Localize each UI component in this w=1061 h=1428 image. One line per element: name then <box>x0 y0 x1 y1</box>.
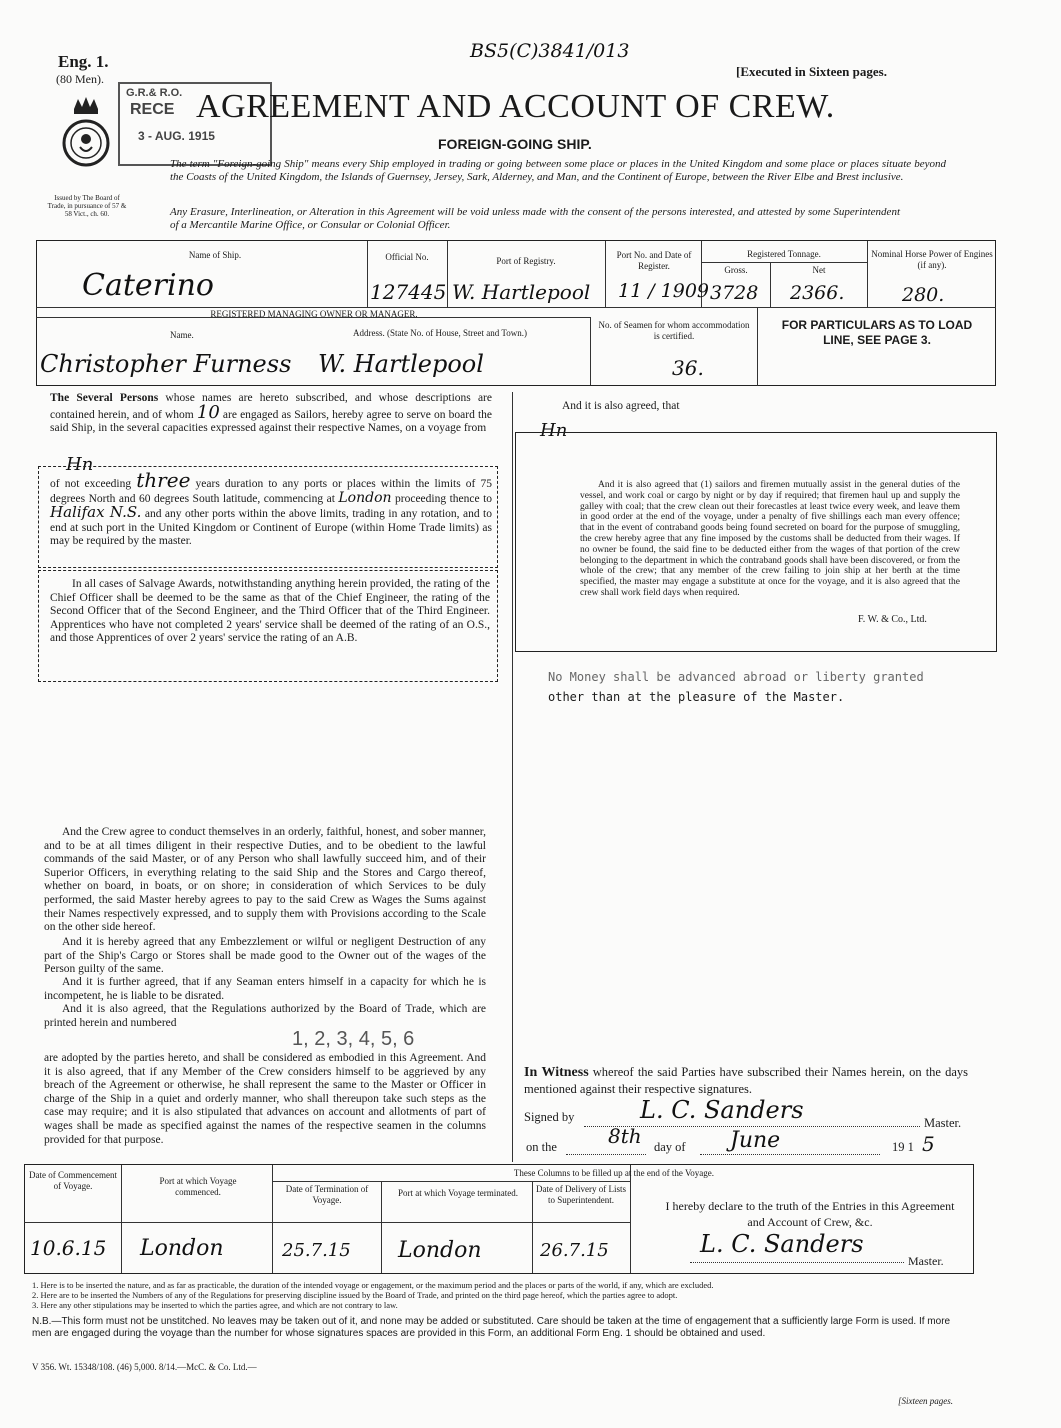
embezzlement-paragraph: And it is hereby agreed that any Embezzlement or wilful or negligent Destruction of any part of the Ship's Cargo or Stores shall be made good to the Owner out of the wages of the Person guilty of the same. <box>44 936 486 976</box>
port-registry-value: W. Hartlepool <box>452 280 591 304</box>
sixteen-pages-note: [Sixteen pages. <box>898 1396 953 1406</box>
stamp-date: 3 - AUG. 1915 <box>138 129 215 143</box>
delivery-date-value: 26.7.15 <box>540 1240 609 1261</box>
load-line-note: FOR PARTICULARS AS TO LOAD LINE, SEE PAGE 3. <box>781 318 973 347</box>
signed-by-label: Signed by <box>524 1110 575 1124</box>
header-horse-power: Nominal Horse Power of Engines (if any). <box>871 249 993 270</box>
ship-name-value: Caterino <box>82 268 214 303</box>
form-men: (80 Men). <box>56 72 104 86</box>
owner-name-value: Christopher Furness <box>40 350 292 378</box>
start-port-fill: London <box>338 489 392 506</box>
header-net: Net <box>812 265 826 275</box>
term-date-value: 25.7.15 <box>282 1240 351 1261</box>
document-title: AGREEMENT AND ACCOUNT OF CREW. <box>196 88 835 125</box>
regulations-paragraph: And it is also agreed, that the Regulations authorized by the Board of Trade, which are printed herein and numbered <box>44 1003 486 1029</box>
also-agreed-fill: Hn <box>540 420 568 441</box>
sailors-count: 10 <box>196 401 220 423</box>
on-the-label: on the <box>526 1140 557 1154</box>
header-tonnage: Registered Tonnage. <box>747 249 821 259</box>
declaration-master-label: Master. <box>908 1254 944 1268</box>
several-persons-paragraph: The Several Persons whose names are hereto subscribed, and whose descriptions are contained herein, and of whom 10 are engaged as Sailors, hereby agree to serve on board the said Ship, in the several capacities expressed against their respective Names, on a voyage from <box>50 392 493 435</box>
header-owner-address: Address. (State No. of House, Street and Town.) <box>353 328 527 338</box>
crew-conduct-paragraph: And the Crew agree to conduct themselves in an orderly, faithful, honest, and sober manner, and to be at all times diligent in their respective Duties, and to be obedient to the lawful commands of the said Master, or of any Person who shall lawfully succeed him, and of their Superior Officers, in everything relating to the said Ship and the Stores and Cargo thereof, whether on board, in boats, or on shore; in consideration of which Services to be duly performed, the said Master hereby agrees to pay to the said Crew as Wages the Sums against their Names respectively expressed, and to supply them with Provisions according to the Scale on the other side hereof. <box>44 826 486 934</box>
port-no-value: 11 / 1909 <box>618 280 710 302</box>
grievance-paragraph: are adopted by the parties hereto, and shall be considered as embodied in this Agreement. And it is also agreed, that if any Member of the Crew considers himself to be aggrieved by any breach of the Agreement or otherwise, he shall represent the same to the Master or Officer in charge of the Ship in a quiet and orderly manner, who shall thereupon take such steps as the case may require; and it is also stipulated that advances on account and allotments of part of wages shall be made as specified against the names of the respective seamen in the columns provided for that purpose. <box>44 1052 486 1146</box>
disrating-paragraph: And it is further agreed, that if any Seaman enters himself in a capacity for which he is incompetent, he is liable to be disrated. <box>44 976 486 1002</box>
footnote-3: 3. Here any other stipulations may be inserted to which the parties agree, and which are not contrary to law. <box>32 1300 398 1310</box>
header-port-no: Port No. and Date of Register. <box>616 250 692 271</box>
horse-power-value: 280. <box>902 284 945 306</box>
footnote-2: 2. Here are to be inserted the Numbers of any of the Regulations for preserving discipline issued by the Board of Trade, and printed on the third page hereof, which the parties agree to adopt. <box>32 1290 678 1300</box>
footnote-1: 1. Here is to be inserted the nature, and as far as practicable, the duration of the intended voyage or engagement, or the maximum period and the places or parts of the world, if any, which are excluded. <box>32 1280 714 1290</box>
header-term-port: Port at which Voyage terminated. <box>398 1188 518 1198</box>
erasure-warning: Any Erasure, Interlineation, or Alteration in this Agreement will be void unless made with the consent of the persons interested, and attested by some Superintendent of a Mercantile Marine Office, or Consular or Colonial Officer. <box>170 206 900 231</box>
executed-note: [Executed in Sixteen pages. <box>736 64 887 79</box>
header-gross: Gross. <box>724 265 748 275</box>
master-signature: L. C. Sanders <box>640 1096 804 1124</box>
header-owner: REGISTERED MANAGING OWNER OR MANAGER. <box>210 309 418 319</box>
foreign-going-definition: The term "Foreign-going Ship" means every Ship employed in trading or going between some place or places in the United Kingdom and some place or places situate beyond the Coasts of the United Kingdom, the Islands of Guernsey, Jersey, Sark, Alderney, and Man, and the Continent of Europe, between the River Elbe and Brest inclusive. <box>170 158 946 183</box>
month-value: June <box>730 1128 781 1153</box>
money-clause-line1: No Money shall be advanced abroad or liberty granted <box>548 670 924 684</box>
header-delivery: Date of Delivery of Lists to Superintendent. <box>536 1184 626 1205</box>
sailors-firemen-paragraph: And it is also agreed that (1) sailors and firemen mutually assist in the general duties of the vessel, and work coal or cargo by night or by day if required; that firemen haul up and supply the galley with coal; that the crew clean out their forecastles at least twice every week, and leave them in good order at the end of the voyage, under a penalty of five shillings each man every offence; that in the event of contraband goods being found secreted on board for the purpose of smuggling, the crew hereby agree that any fine imposed by the customs shall be deducted from their wages. If no owner be found, the said fine to be deducted either from the wages of that portion of the crew belonging to the department in which the contraband goods shall have been discovered, or from the whole of the crew; that any member of the crew failing to join ship at her berth at the time specified, the master may engage a substitute at once for the voyage, and it is also agreed that the crew shall work field days when required. <box>580 480 960 598</box>
witness-paragraph: In Witness whereof the said Parties have subscribed their Names herein, on the days mentioned against their respective signatures. <box>524 1065 968 1096</box>
salvage-paragraph: In all cases of Salvage Awards, notwithstanding anything herein provided, the rating of the Chief Officer shall be deemed to be the same as that of the Chief Engineer, the rating of the Second Officer that of the Second Engineer, and the Third Officer that of the Third Engineer. Apprentices who have not completed 2 years' service shall be deemed of the rating of an O.S., and those Apprentices of over 2 years' service the rating of an A.B. <box>50 578 490 645</box>
owner-address-value: W. Hartlepool <box>318 350 484 378</box>
header-ship-name: Name of Ship. <box>188 250 242 260</box>
witness-lead: In Witness <box>524 1065 589 1080</box>
destination-fill: Halifax N.S. <box>50 503 142 522</box>
term-port-value: London <box>398 1238 482 1263</box>
also-agreed-label: And it is also agreed, that <box>562 400 680 412</box>
header-port-registry: Port of Registry. <box>496 256 556 266</box>
header-filled-later: These Columns to be filled up at the end of the Voyage. <box>513 1168 715 1178</box>
year-prefix: 19 1 <box>892 1140 914 1154</box>
declaration-text: I hereby declare to the truth of the Entries in this Agreement and Account of Crew, &c. <box>665 1199 955 1229</box>
nota-bene: N.B.—This form must not be unstitched. No leaves may be taken out of it, and none may be added or substituted. Care should be taken at the time of engagement that a sufficiently large Form is used. If more men are engaged during the voyage than the number for whose signatures spaces are provided in this Form, an additional Form Eng. 1 should be obtained and used. <box>32 1316 951 1339</box>
stamp-line1: G.R.& R.O. <box>126 87 183 99</box>
fw-co-label: F. W. & Co., Ltd. <box>858 614 927 625</box>
header-owner-name: Name. <box>170 330 194 340</box>
issued-by: Issued by The Board of Trade, in pursuance of 57 & 58 Vict., ch. 60. <box>47 194 127 218</box>
several-persons-lead: The Several Persons <box>50 392 159 404</box>
royal-crest-icon <box>60 95 112 195</box>
signed-master-label: Master. <box>924 1116 962 1130</box>
header-term-date: Date of Termination of Voyage. <box>285 1184 369 1205</box>
header-seamen: No. of Seamen for whom accommodation is certified. <box>598 320 750 341</box>
form-id: Eng. 1. <box>58 52 109 71</box>
year-value: 5 <box>922 1132 935 1156</box>
seamen-value: 36. <box>672 356 704 380</box>
commence-port-value: London <box>140 1236 224 1261</box>
money-clause-line2: other than at the pleasure of the Master. <box>548 690 845 704</box>
voyage-from-fill: Hn <box>66 454 94 475</box>
day-of-label: day of <box>654 1140 686 1154</box>
header-commence-date: Date of Commencement of Voyage. <box>29 1170 117 1191</box>
archive-reference: BS5(C)3841/013 <box>470 40 630 62</box>
declaration-signature: L. C. Sanders <box>700 1230 864 1258</box>
gross-tonnage-value: 3728 <box>710 282 759 304</box>
header-official-no: Official No. <box>385 252 429 262</box>
header-commence-port: Port at which Voyage commenced. <box>159 1176 237 1197</box>
duration-fill: three <box>136 468 191 492</box>
regulation-numbers: 1, 2, 3, 4, 5, 6 <box>292 1028 415 1050</box>
voyage-limits-paragraph: of not exceeding three years duration to any ports or places within the limits of 75 degrees North and 60 degrees South latitude, commencing at London proceeding thence to Halifax N.S. and any other ports within the above limits, trading in any rotation, and to end at such port in the United Kingdom or Continent of Europe (within Home Trade limits) as may be required by the master. <box>50 468 493 548</box>
official-no-value: 127445 <box>370 280 447 304</box>
net-tonnage-value: 2366. <box>790 282 845 304</box>
day-value: 8th <box>608 1124 642 1148</box>
document-subtitle: FOREIGN-GOING SHIP. <box>438 136 592 152</box>
commence-date-value: 10.6.15 <box>30 1236 107 1260</box>
stamp-line2: RECE <box>130 101 175 118</box>
printer-mark: V 356. Wt. 15348/108. (46) 5,000. 8/14.—McC. & Co. Ltd.— <box>32 1362 257 1372</box>
